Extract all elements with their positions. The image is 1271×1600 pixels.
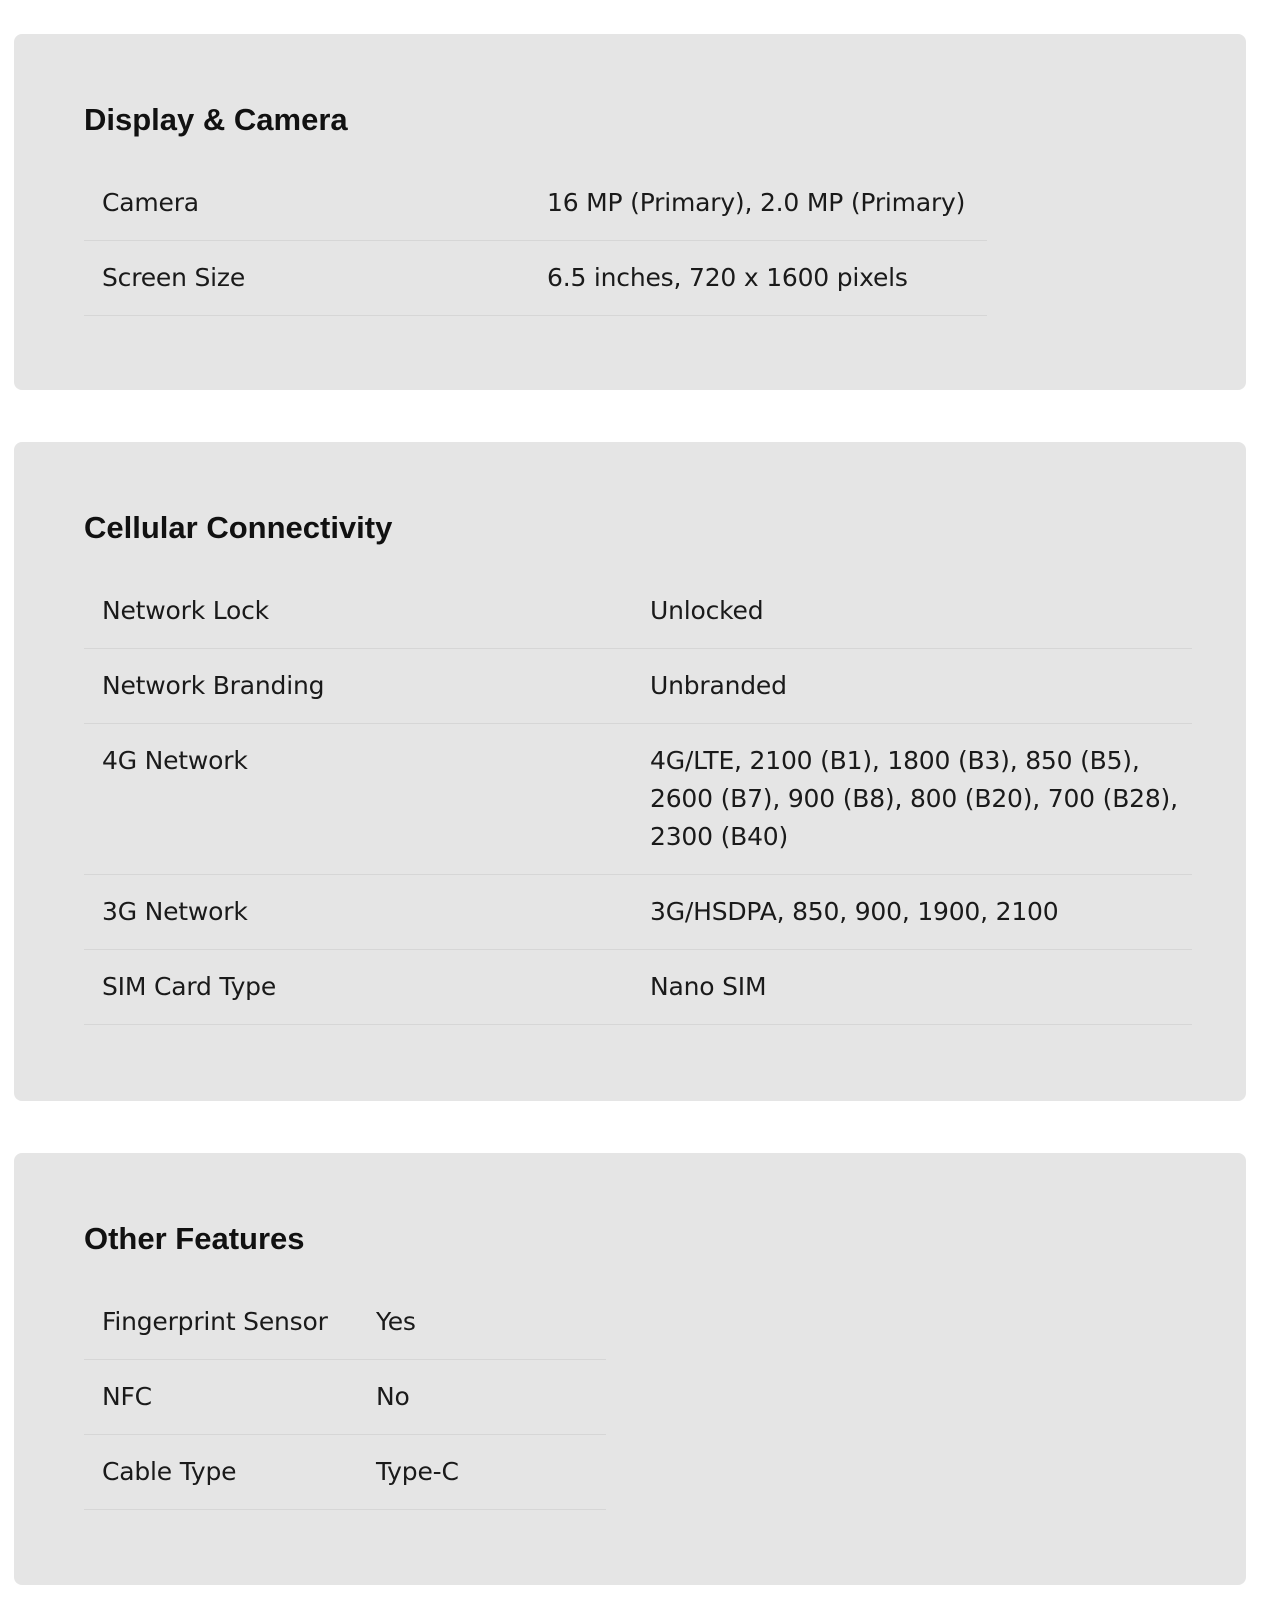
spec-label: 4G Network xyxy=(84,724,632,875)
other-features-section xyxy=(14,1153,1246,1585)
spec-label: Camera xyxy=(84,166,529,241)
spec-row-fingerprint-sensor xyxy=(84,1285,606,1360)
spec-row-screen-size xyxy=(84,241,987,316)
spec-value: Type-C xyxy=(358,1435,606,1510)
spec-value: No xyxy=(358,1360,606,1435)
spec-value: 6.5 inches, 720 x 1600 pixels xyxy=(529,241,987,316)
spec-value: Nano SIM xyxy=(632,950,1192,1025)
spec-label: Network Branding xyxy=(84,649,632,724)
spec-label: Cable Type xyxy=(84,1435,358,1510)
spec-table xyxy=(84,166,987,316)
spec-value: 4G/LTE, 2100 (B1), 1800 (B3), 850 (B5), 2600 (B7), 900 (B8), 800 (B20), 700 (B28), 2300 (B40) xyxy=(632,724,1192,875)
section-title: Other Features xyxy=(84,1221,305,1256)
spec-value: Unlocked xyxy=(632,574,1192,649)
spec-row-4g-network xyxy=(84,724,1192,875)
spec-value: 3G/HSDPA, 850, 900, 1900, 2100 xyxy=(632,875,1192,950)
spec-row-nfc xyxy=(84,1360,606,1435)
section-title: Display & Camera xyxy=(84,102,348,137)
spec-row-cable-type xyxy=(84,1435,606,1510)
spec-label: NFC xyxy=(84,1360,358,1435)
spec-label: Screen Size xyxy=(84,241,529,316)
spec-label: Network Lock xyxy=(84,574,632,649)
cellular-connectivity-section xyxy=(14,442,1246,1101)
spec-label: 3G Network xyxy=(84,875,632,950)
display-camera-section xyxy=(14,34,1246,390)
spec-label: Fingerprint Sensor xyxy=(84,1285,358,1360)
spec-row-3g-network xyxy=(84,875,1192,950)
spec-row-network-lock xyxy=(84,574,1192,649)
spec-table xyxy=(84,1285,606,1510)
spec-row-camera xyxy=(84,166,987,241)
spec-label: SIM Card Type xyxy=(84,950,632,1025)
spec-value: Yes xyxy=(358,1285,606,1360)
spec-value: 16 MP (Primary), 2.0 MP (Primary) xyxy=(529,166,987,241)
spec-row-sim-card-type xyxy=(84,950,1192,1025)
spec-table xyxy=(84,574,1192,1025)
spec-value: Unbranded xyxy=(632,649,1192,724)
section-title: Cellular Connectivity xyxy=(84,510,393,545)
spec-row-network-branding xyxy=(84,649,1192,724)
